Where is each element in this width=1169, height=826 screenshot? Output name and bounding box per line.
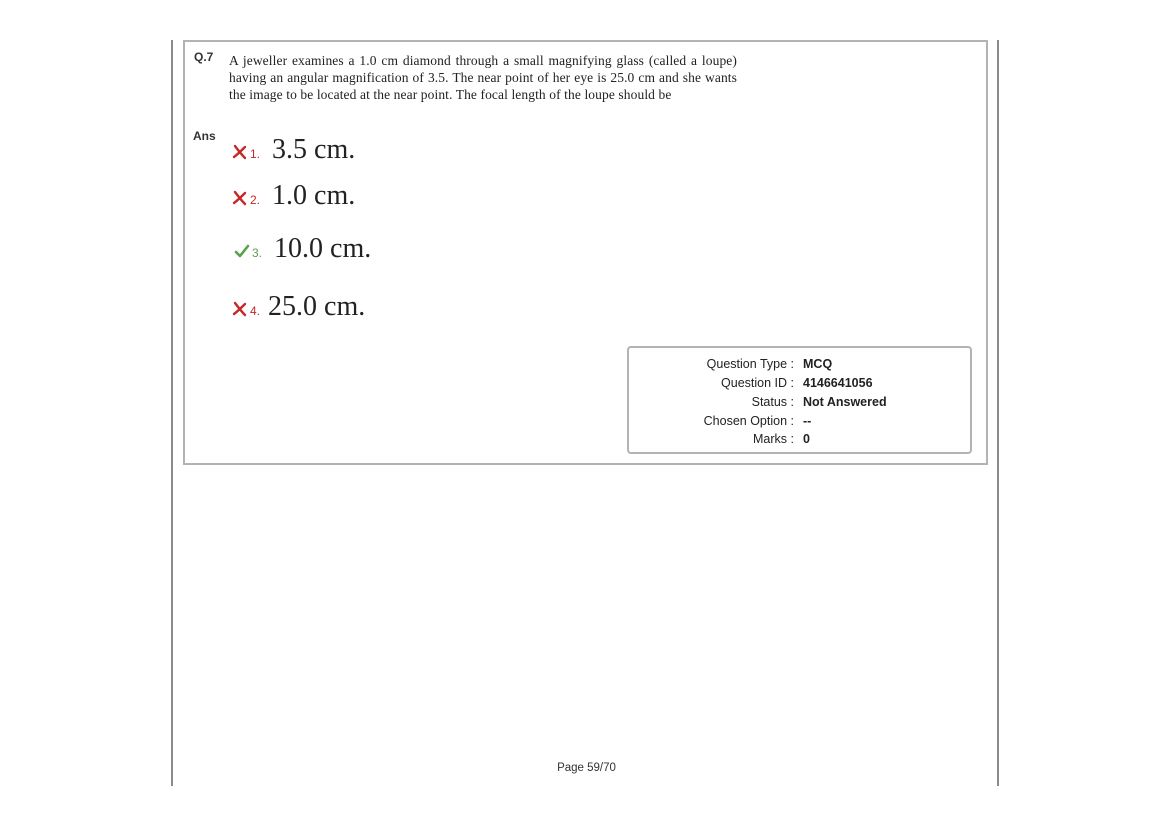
option-number: 3.	[252, 246, 263, 260]
option-number: 1.	[250, 147, 261, 161]
question-id-value: 4146641056	[803, 376, 873, 390]
question-info-panel	[627, 346, 972, 454]
option-text: 3.5 cm.	[272, 134, 356, 165]
option-text: 25.0 cm.	[268, 291, 366, 322]
marks-label: Marks :	[753, 432, 794, 446]
page-left-border	[171, 40, 173, 786]
question-text: A jeweller examines a 1.0 cm diamond through a small magnifying glass (called a loupe) having an angular magnification of 3.5. The near point of her eye is 25.0 cm and she wants the image to be located at the near point. The focal length of the loupe should be	[229, 53, 737, 102]
page-number-footer	[0, 762, 1169, 774]
chosen-option-value: --	[803, 414, 812, 428]
answer-option-2	[232, 180, 355, 212]
cross-icon	[232, 190, 248, 206]
status-value: Not Answered	[803, 395, 887, 409]
option-number: 4.	[250, 304, 261, 318]
option-text: 10.0 cm.	[274, 233, 372, 264]
answer-option-1	[232, 134, 355, 166]
check-icon	[234, 243, 250, 259]
question-type-value: MCQ	[803, 357, 833, 371]
page-right-border	[997, 40, 999, 786]
question-number: Q.7	[194, 50, 214, 64]
answer-label: Ans	[193, 129, 216, 143]
chosen-option-label: Chosen Option :	[703, 414, 794, 428]
option-number: 2.	[250, 193, 261, 207]
cross-icon	[232, 144, 248, 160]
option-text: 1.0 cm.	[272, 180, 356, 211]
status-label: Status :	[751, 395, 794, 409]
page-number: Page 59/70	[557, 762, 616, 774]
answer-option-3	[234, 233, 371, 265]
answer-option-4	[232, 291, 365, 323]
marks-value: 0	[803, 432, 810, 446]
question-type-label: Question Type :	[706, 357, 794, 371]
cross-icon	[232, 301, 248, 317]
question-id-label: Question ID :	[721, 376, 794, 390]
